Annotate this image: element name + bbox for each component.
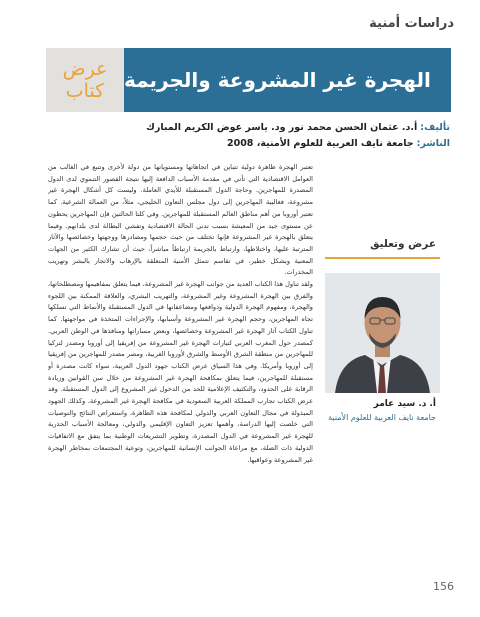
reviewer-sidebar <box>325 231 440 422</box>
author-line <box>30 120 450 136</box>
author-label: تأليف: <box>420 122 450 133</box>
author-names: أ.د. عثمان الحسن محمد نور ود. ياسر عوض الكريم المبارك <box>146 122 418 133</box>
tag-line-1: عرض <box>62 58 108 80</box>
reviewer-info <box>325 399 440 422</box>
review-heading: عرض وتعليق <box>325 231 440 259</box>
publisher-line <box>30 136 450 152</box>
book-review-tag <box>46 48 124 112</box>
article-title: الهجرة غير المشروعة والجريمة <box>124 48 451 112</box>
section-label: دراسات أمنية <box>369 16 454 31</box>
reviewer-portrait-icon <box>325 273 440 393</box>
article-banner <box>46 48 451 112</box>
tag-line-2: كتاب <box>65 80 105 102</box>
article-body <box>48 162 313 582</box>
reviewer-affiliation: جامعة نايف العربية للعلوم الأمنية <box>328 413 436 422</box>
reviewer-photo <box>325 273 440 393</box>
body-paragraph: ولقد تناول هذا الكتاب العديد من جوانب الهجرة غير المشروعة، فيما يتعلق بمفاهيمها ومصطلحاتها، والفرق بين الهجرة المشروعة وغير المشروعة، والتهريب البشري، والعلاقة الممكنة بين اللجوء والهجرة، ومفهوم الهجرة الدولية ودوافعها ومضاعفاتها في الدول المستقبلة والأنماط التي تسلكها تجاه المهاجرين، وحجم الهجرة غير المشروعة وأسبابها، والإجراءات المتخذة في مواجهتها. كما تناول الكتاب آثار الهجرة غير المشروعة وخصائصها، وبعض مساراتها ومنافذها في الوطن العربي. كمصدر حول المغرب العربي لتيارات الهجرة غير المشروعة من إفريقيا إلى أوروبا ومصدر لتركيا للمهاجرين من منطقة الشرق الأوسط والشرق لأوروبا الغربية، ومصر مصدر للمهاجرين من إفريقيا إلى أوروبا وأمريكا. وفي هذا السياق عرض الكتاب جهود الدول العربية، سواء كانت مصدرة أو مستقبلة للمهاجرين، فيما يتعلق بمكافحة الهجرة غير المشروعة من خلال سن القوانين وزيادة الرقابة على الحدود، والتكثيف الإعلامية للحد من الدخول غير المشروع إلى الدول المستقبلة. وقد عرض الكتاب تجارب المملكة العربية السعودية في مكافحة الهجرة غير المشروعة، وكذلك الجهود المبذولة في مجال التعاون العربي والدولي لمكافحة هذه الظاهرة، واستعراض النتائج والتوصيات التي خلصت إليها الدراسة، وأهمها تعزيز التعاون الإقليمي والدولي، ومعالجة الأسباب الجذرية للهجرة غير المشروعة في الدول المصدرة، وتطوير التشريعات الوطنية بما يتفق مع الاتفاقيات الدولية ذات الصلة، مع مراعاة الجوانب الإنسانية للمهاجرين، وتوعية المجتمعات بمخاطر الهجرة غير المشروعة وعواقبها. <box>48 280 313 464</box>
publisher-name: جامعة نايف العربية للعلوم الأمنية، 2008 <box>226 138 414 149</box>
book-credits <box>30 120 450 152</box>
publisher-label: الناشر: <box>416 138 450 149</box>
page-number: 156 <box>433 580 454 593</box>
reviewer-name: أ. د. سيد عامر <box>373 399 436 409</box>
body-paragraph: تعتبر الهجرة ظاهرة دولية تتباين في اتجاهاتها ومستوياتها من دولة لأخرى وتتبع في الغالب من العوامل الاقتصادية التي تأتي في مقدمة الأسباب الدافعة إليها نتيجة القصور التنموي لدى الدول المصدرة للمهاجرين. وحاجة الدول المستقبلة للأيدي العاملة. وليست كل أشكال الهجرة غير مشروعة، فغالبية المهاجرين إلى دول مجلس التعاون الخليجي، مثلاً، من العمالة الشرعية. كما تعتبر أوروبا من أهم مناطق العالم المستقبلة للمهاجرين. وفي كلتا الحالتين فإن المهاجرين يحظون عن مستوى جيد من المعيشة بسبب تدني الحالة الاقتصادية وتفشي البطالة لدى بلدانهم. وفيما يتعلق بالهجرة غير المشروعة فإنها تختلف من حيث حجمها ومصادرها ووجهتها وخصائصها والآثار المترتبة عليها، واختلاطها، وارتباط بالجريمة ارتباطاً مباشراً، حيث أن تشارك الكثير من الجهات المعنية وبشكل خطير، في تقاسم تتمثل الأمنية المتعلقة بالإرهاب والاتجار بالبشر وتهريب المخدرات. <box>48 163 313 277</box>
